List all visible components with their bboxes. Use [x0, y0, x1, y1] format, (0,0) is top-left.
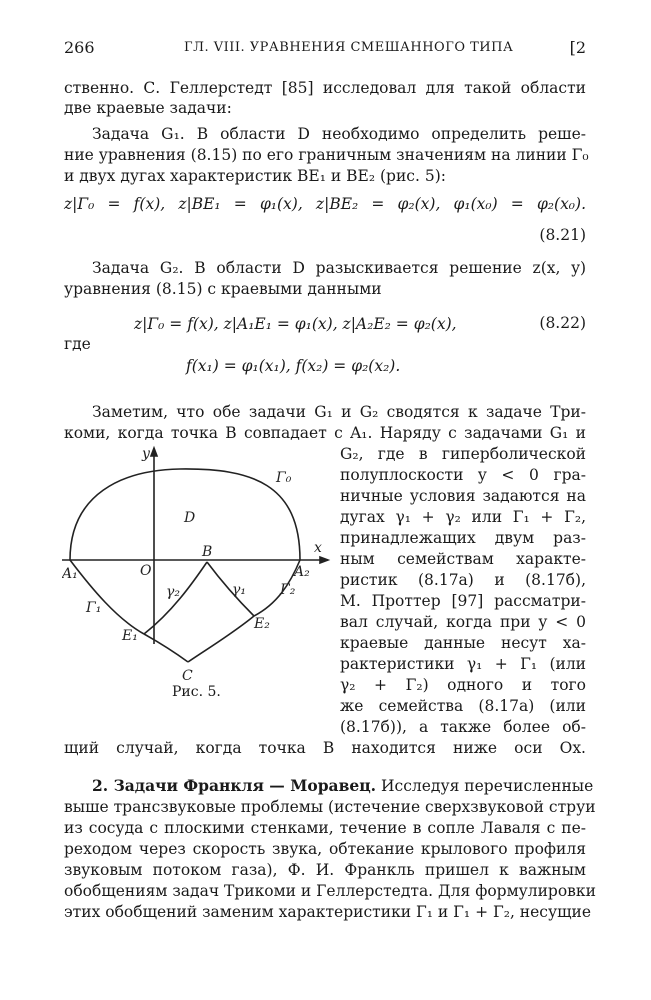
- running-title: ГЛ. VIII. УРАВНЕНИЯ СМЕШАННОГО ТИПА: [184, 40, 514, 55]
- label-Gamma-2: Γ₂: [280, 582, 296, 598]
- text-line: принадлежащих двум раз-: [340, 529, 586, 547]
- text-line: ристик (8.17а) и (8.17б),: [340, 571, 586, 589]
- figure-5-drawing: [62, 444, 332, 704]
- text-line: щий случай, когда точка B находится ниже оси Ox.: [64, 739, 586, 757]
- label-O: O: [140, 563, 152, 579]
- text-line: полуплоскости y < 0 гра-: [340, 466, 586, 484]
- label-Gamma-1: Γ₁: [86, 600, 102, 616]
- equation-number-8-22: (8.22): [539, 314, 586, 332]
- text-line: краевые данные несут ха-: [340, 634, 586, 652]
- text-line: дугах γ₁ + γ₂ или Γ₁ + Γ₂,: [340, 508, 586, 526]
- text-line: ным семействам характе-: [340, 550, 586, 568]
- label-gamma-2: γ₂: [166, 584, 180, 600]
- text-line: ничные условия задаются на: [340, 487, 586, 505]
- section-2-first-line: [92, 776, 594, 796]
- section-2-title: 2. Задачи Франкля — Моравец.: [92, 776, 377, 795]
- text-line: вал случай, когда при y < 0: [340, 613, 586, 631]
- text-line: γ₂ + Γ₂) одного и того: [340, 676, 586, 694]
- text-line: две краевые задачи:: [64, 99, 232, 117]
- curve-Gamma-1: [70, 560, 144, 634]
- text-line: звуковым потоком газа), Ф. И. Франкль пришел к важным: [64, 861, 586, 879]
- label-y: y: [142, 446, 150, 462]
- text-line: G₂, где в гиперболической: [340, 445, 586, 463]
- text-line: (8.17б)), а также более об-: [340, 718, 586, 736]
- figure-caption: Рис. 5.: [172, 684, 221, 700]
- label-E2: E₂: [254, 616, 270, 632]
- text-line: рактеристики γ₁ + Γ₁ (или: [340, 655, 586, 673]
- section-2-text: Исследуя перечисленные: [376, 777, 594, 795]
- curve-E1-C: [144, 634, 188, 662]
- label-x: x: [314, 540, 322, 556]
- label-A2: A₂: [294, 564, 310, 580]
- y-axis-arrow-icon: [151, 448, 157, 456]
- text-line: ние уравнения (8.15) по его граничным значениям на линии Γ₀: [64, 146, 589, 164]
- text-line: ственно. С. Геллерстедт [85] исследовал для такой области: [64, 79, 586, 97]
- text-line: из сосуда с плоскими стенками, течение в сопле Лаваля с пе-: [64, 819, 586, 837]
- text-line: обобщениям задач Трикоми и Геллерстедта. Для формулировки: [64, 882, 596, 900]
- equation-where: f(x₁) = φ₁(x₁), f(x₂) = φ₂(x₂).: [186, 357, 401, 375]
- label-D: D: [184, 510, 196, 526]
- text-line: реходом через скорость звука, обтекание крылового профиля: [64, 840, 586, 858]
- text-line: Заметим, что обе задачи G₁ и G₂ сводятся к задаче Три-: [92, 403, 586, 421]
- page-number: 266: [64, 38, 95, 57]
- curve-gamma-1: [207, 562, 254, 616]
- label-B: B: [202, 544, 213, 560]
- text-line: где: [64, 335, 91, 353]
- text-line: этих обобщений заменим характеристики Γ₁ и Γ₁ + Γ₂, несущие: [64, 903, 592, 921]
- text-line: и двух дугах характеристик BE₁ и BE₂ (рис. 5):: [64, 167, 446, 185]
- equation-8-21: z|Γ₀ = f(x), z|BE₁ = φ₁(x), z|BE₂ = φ₂(x), φ₁(x₀) = φ₂(x₀).: [64, 195, 586, 213]
- problem-g2-heading-line: Задача G₂. В области D разыскивается решение z(x, y): [92, 259, 586, 277]
- curve-E2-C: [188, 616, 254, 662]
- section-mark: [2: [569, 38, 586, 57]
- equation-8-22: z|Γ₀ = f(x), z|A₁E₁ = φ₁(x), z|A₂E₂ = φ₂(x),: [134, 315, 457, 333]
- text-line: коми, когда точка B совпадает с A₁. Наряду с задачами G₁ и: [64, 424, 586, 442]
- problem-g1-heading-line: Задача G₁. В области D необходимо определить реше-: [92, 125, 586, 143]
- x-axis-arrow-icon: [320, 557, 328, 563]
- label-E1: E₁: [122, 628, 138, 644]
- equation-number-8-21: (8.21): [539, 226, 586, 244]
- text-line: М. Проттер [97] рассматри-: [340, 592, 586, 610]
- page-header: [64, 38, 586, 60]
- label-Gamma-0: Γ₀: [276, 470, 292, 486]
- text-line: же семейства (8.17а) (или: [340, 697, 586, 715]
- text-line: уравнения (8.15) с краевыми данными: [64, 280, 382, 298]
- figure-5: [62, 444, 332, 704]
- text-line: выше трансзвуковые проблемы (истечение сверхзвуковой струи: [64, 798, 596, 816]
- label-gamma-1: γ₁: [232, 582, 246, 598]
- label-C: C: [182, 668, 193, 684]
- label-A1: A₁: [62, 566, 78, 582]
